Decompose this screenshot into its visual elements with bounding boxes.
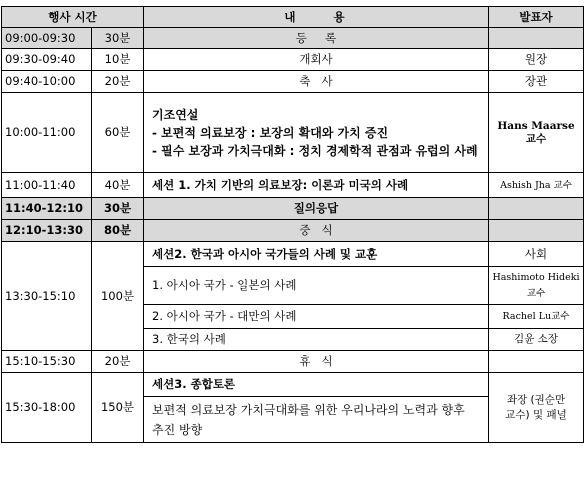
- presenter-cell: 사회: [489, 242, 584, 267]
- duration-cell: 20분: [92, 351, 144, 373]
- presenter-cell: Hans Maarse 교수: [489, 93, 584, 173]
- header-presenter: 발표자: [489, 7, 584, 28]
- table-row: [2, 220, 584, 242]
- presenter-cell: [489, 198, 584, 220]
- duration-cell: 30분: [92, 198, 144, 220]
- duration-cell: 30분: [92, 28, 144, 49]
- table-row: [2, 28, 584, 49]
- time-cell: 09:00-09:30: [2, 28, 92, 49]
- session-title-cell: 세션2. 한국과 아시아 국가들의 사례 및 교훈: [144, 242, 489, 267]
- presenter-cell: [489, 28, 584, 49]
- time-cell: 09:30-09:40: [2, 49, 92, 71]
- presenter-cell: [489, 351, 584, 373]
- content-cell: 3. 한국의 사례: [144, 329, 489, 351]
- content-cell: 중 식: [144, 220, 489, 242]
- header-row: [2, 7, 584, 28]
- duration-cell: 150분: [92, 373, 144, 443]
- table-row: [2, 351, 584, 373]
- presenter-cell: Ashish Jha 교수: [489, 173, 584, 198]
- time-cell: 15:30-18:00: [2, 373, 92, 443]
- keynote-title: 기조연설: [152, 107, 199, 122]
- content-cell: 1. 아시아 국가 - 일본의 사례: [144, 267, 489, 305]
- keynote-line: - 보편적 의료보장 : 보장의 확대와 가치 증진: [152, 125, 389, 140]
- content-cell: [144, 93, 489, 173]
- table-row: [2, 242, 584, 267]
- presenter-cell: 좌장 (권순만 교수) 및 패널: [489, 373, 584, 443]
- duration-cell: 60분: [92, 93, 144, 173]
- duration-cell: 40분: [92, 173, 144, 198]
- presenter-cell: [489, 220, 584, 242]
- header-time: 행사 시간: [2, 7, 144, 28]
- presenter-cell: 원장: [489, 49, 584, 71]
- header-content: 내 용: [144, 7, 489, 28]
- keynote-line: - 필수 보장과 가치극대화 : 정치 경제학적 관점과 유럽의 사례: [152, 143, 478, 158]
- session-title-cell: 세션3. 종합토론: [144, 373, 489, 397]
- duration-cell: 10분: [92, 49, 144, 71]
- time-cell: 12:10-13:30: [2, 220, 92, 242]
- table-row: [2, 49, 584, 71]
- table-row: [2, 71, 584, 93]
- table-row: [2, 373, 584, 397]
- table-row: [2, 173, 584, 198]
- table-row: [2, 198, 584, 220]
- duration-cell: 20분: [92, 71, 144, 93]
- time-cell: 11:00-11:40: [2, 173, 92, 198]
- time-cell: 15:10-15:30: [2, 351, 92, 373]
- time-cell: 11:40-12:10: [2, 198, 92, 220]
- presenter-cell: 장관: [489, 71, 584, 93]
- presenter-cell: Hashimoto Hideki 교수: [489, 267, 584, 305]
- time-cell: 10:00-11:00: [2, 93, 92, 173]
- content-cell: 2. 아시아 국가 - 대만의 사례: [144, 305, 489, 329]
- presenter-cell: Rachel Lu교수: [489, 305, 584, 329]
- program-schedule-table: [1, 6, 584, 443]
- duration-cell: 100분: [92, 242, 144, 351]
- duration-cell: 80분: [92, 220, 144, 242]
- content-cell: 세션 1. 가치 기반의 의료보장: 이론과 미국의 사례: [144, 173, 489, 198]
- content-cell: 등 록: [144, 28, 489, 49]
- content-cell: 보편적 의료보장 가치극대화를 위한 우리나라의 노력과 향후 추진 방향: [144, 397, 489, 443]
- content-cell: 개회사: [144, 49, 489, 71]
- table-row: [2, 93, 584, 173]
- presenter-cell: 김윤 소장: [489, 329, 584, 351]
- content-cell: 휴 식: [144, 351, 489, 373]
- time-cell: 13:30-15:10: [2, 242, 92, 351]
- content-cell: 축 사: [144, 71, 489, 93]
- content-cell: 질의응답: [144, 198, 489, 220]
- time-cell: 09:40-10:00: [2, 71, 92, 93]
